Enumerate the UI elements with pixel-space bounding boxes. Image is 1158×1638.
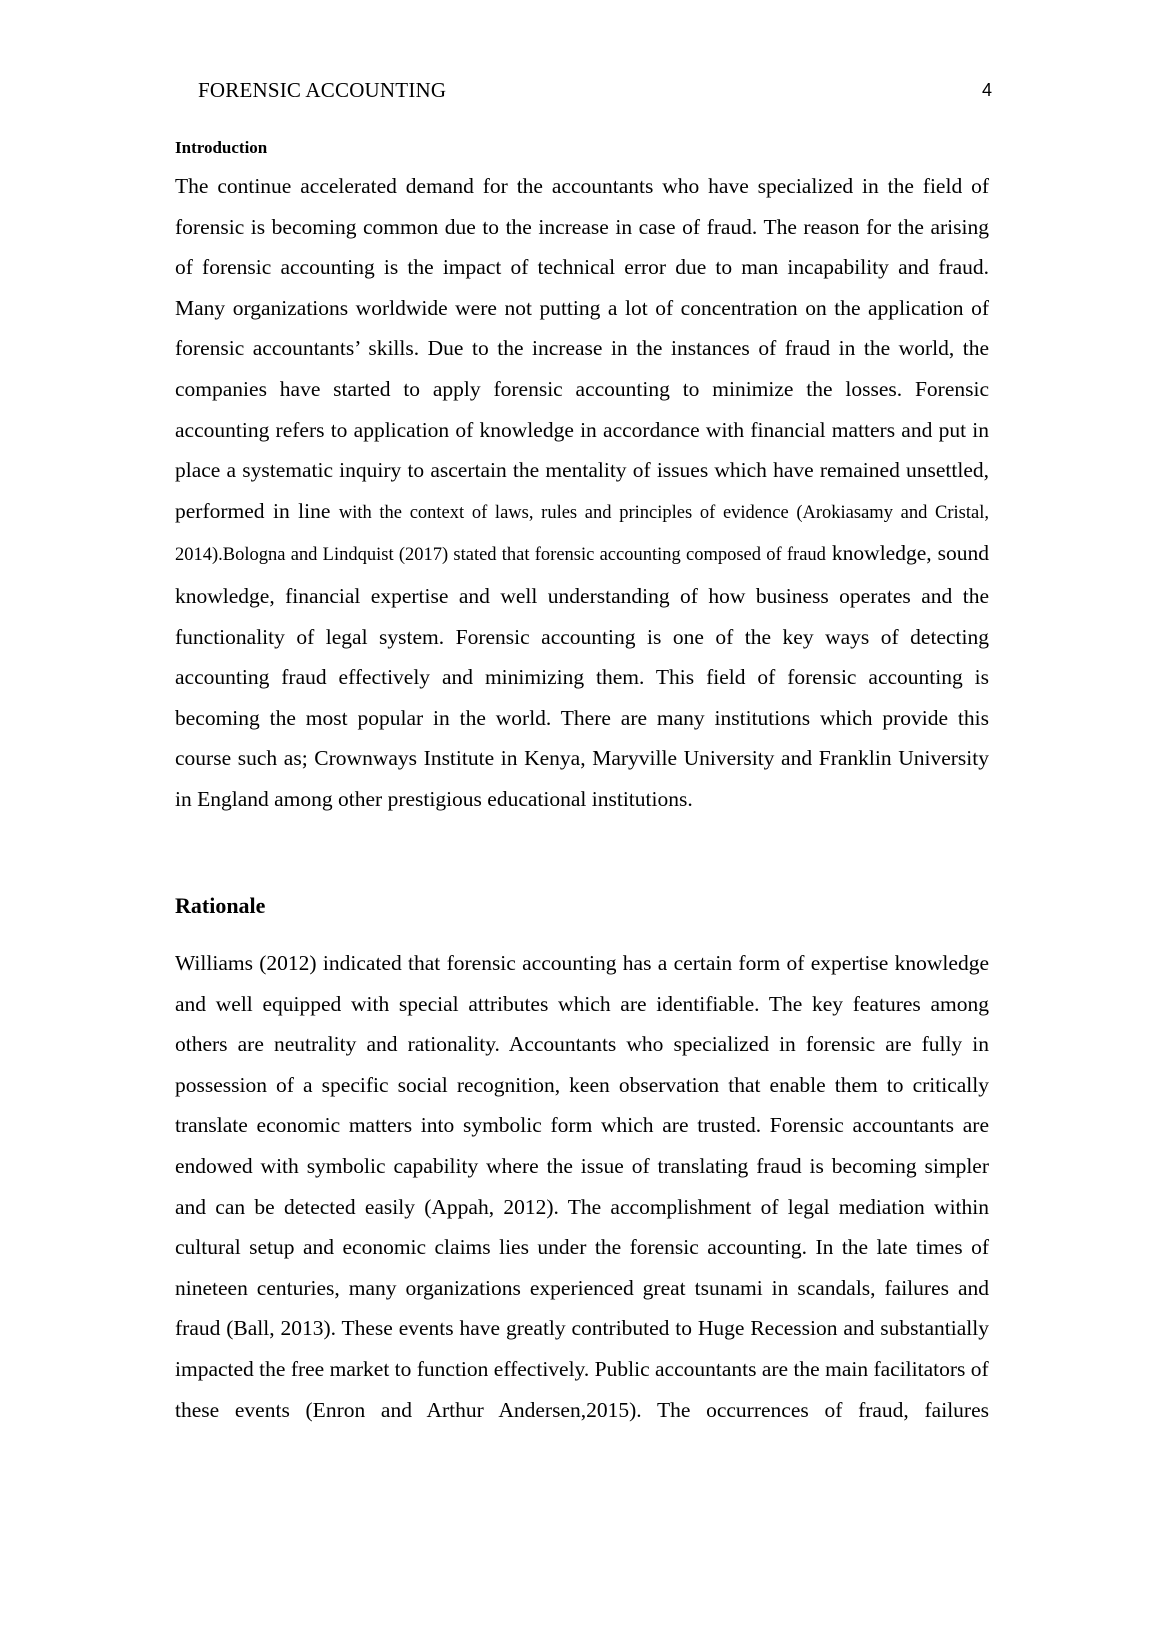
rationale-text: Williams (2012) indicated that forensic accounting has a certain form of expertise knowledge and well equipped with special attributes which are identifiable. The key features among others are neutrality and rationality. Accountants who specialized in forensic are fully in possession of a specific social recognition, keen observation that enable them to critically translate economic matters into symbolic form which are trusted. Forensic accountants are endowed with symbolic capability where the issue of translating fraud is becoming simpler and can be detected easily (Appah, 2012). The accomplishment of legal mediation within cultural setup and economic claims lies under the forensic accounting. In the late times of nineteen centuries, many organizations experienced great tsunami in scandals, failures and fraud (Ball, 2013). These events have greatly contributed to Huge Recession and substantially impacted the free market to function effectively. Public accountants are the main facilitators of — [175, 951, 989, 1381]
introduction-heading: Introduction — [175, 138, 268, 157]
running-head: FORENSIC ACCOUNTING — [198, 78, 447, 102]
introduction-text-part1: The continue accelerated demand for the accountants who have specialized in the field of forensic is becoming common due to the increase in case of fraud. The reason for the arising of forensic accounting is the impact of technical error due to man incapability and fraud. Many organizations worldwide were not putting a lot of concentration on the application of forensic accountants’ skills. Due to the increase in the instances of fraud in the world, the companies have started to apply forensic accounting to minimize the losses. Forensic accounting refers to application of knowledge in accordance with financial matters and put in place a systematic inquiry to ascertain the mentality of issues which have remained unsettled, performed in line — [175, 174, 989, 523]
rationale-last-line: these events (Enron and Arthur Andersen,2015). The occurrences of fraud, failures — [175, 1397, 989, 1422]
page-number: 4 — [981, 80, 992, 100]
introduction-paragraph — [175, 166, 989, 820]
introduction-text-small: with the context of laws, rules and principles of evidence (Arokiasamy and Cristal, 2014).Bologna and Lindquist (2017) stated that forensic accounting composed of fraud — [175, 502, 989, 566]
rationale-heading: Rationale — [175, 893, 266, 918]
rationale-paragraph — [175, 943, 989, 1430]
introduction-text-part2: knowledge, sound knowledge, financial expertise and well understanding of how business operates and the functionality of legal system. Forensic accounting is one of the key ways of detecting accounting fraud effectively and minimizing them. This field of forensic accounting is becoming the most popular in the world. There are many institutions which provide this course such as; Crownways Institute in Kenya, Maryville University and Franklin University in England among other prestigious educational institutions. — [175, 541, 989, 811]
